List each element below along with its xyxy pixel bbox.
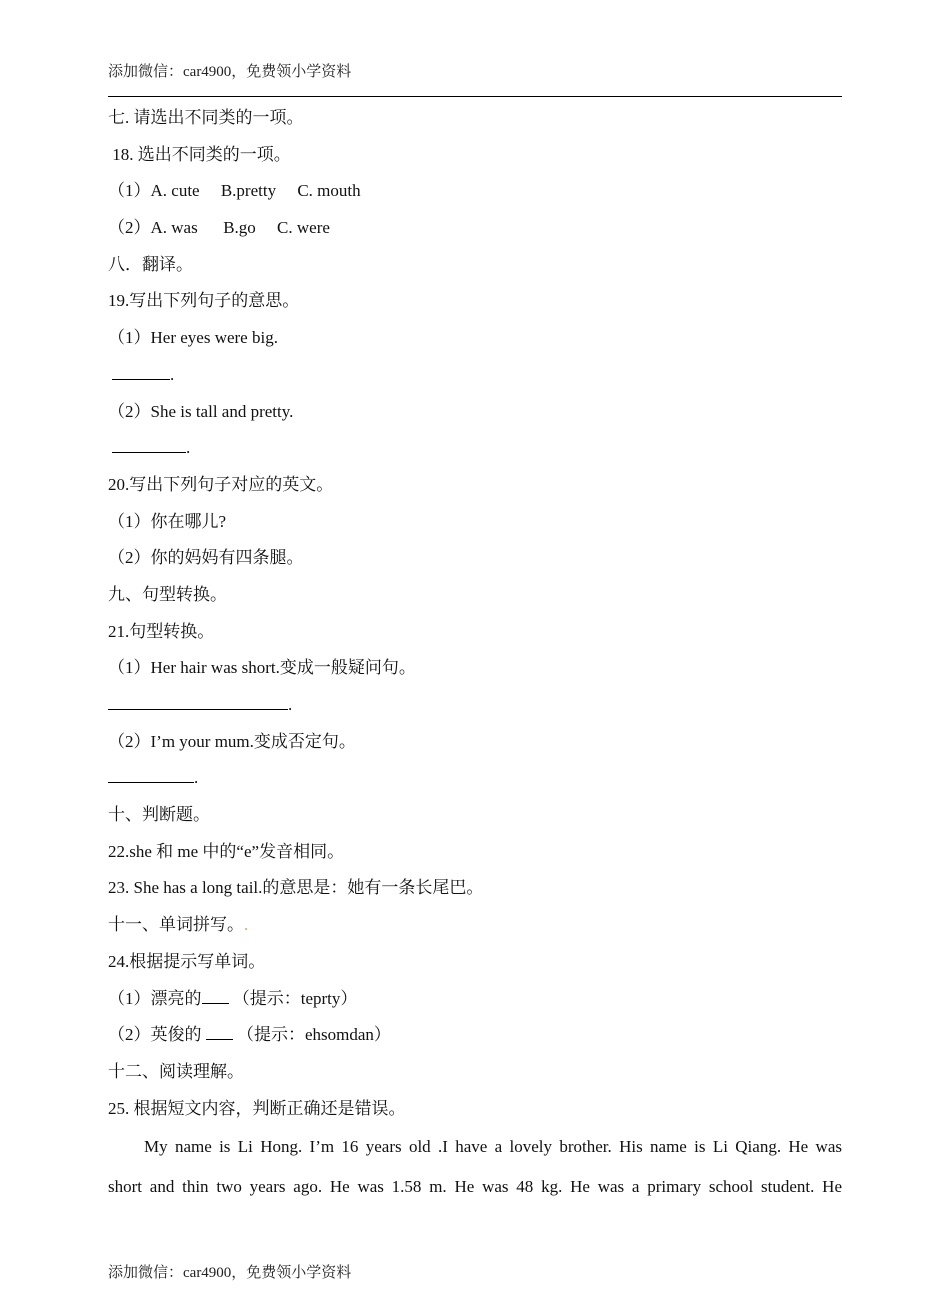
question-22: 22.she 和 me 中的“e”发音相同。 [108,841,345,861]
section-7-title: 七. 请选出不同类的一项。 [108,108,304,127]
question-24-2-label: （2）英俊的 [108,1025,206,1045]
question-24-1-label: （1）漂亮的 [108,988,202,1008]
question-24-1-hint: （提示：teprty） [228,988,358,1008]
question-18-1: （1）A. cute B.pretty C. mouth [108,181,361,201]
section-9-title: 九、句型转换。 [108,584,227,604]
question-23: 23. She has a long tail.的意思是：她有一条长尾巴。 [108,878,484,898]
question-24-1[interactable] [108,981,842,1018]
answer-blank[interactable] [108,762,194,783]
answer-period: . [194,768,199,788]
question-19: 19.写出下列句子的意思。 [108,291,300,311]
question-20-2: （2）你的妈妈有四条腿。 [108,548,304,568]
answer-blank[interactable] [112,432,186,453]
question-24-2-hint: （提示：ehsomdan） [232,1025,391,1045]
answer-line-19-2[interactable] [108,430,842,467]
answer-period: . [288,695,293,714]
document-body [108,100,842,1207]
section-11-label: 十一、单词拼写。 [108,915,244,935]
page-header: 添加微信：car4900，免费领小学资料 [108,64,352,80]
section-11-title [108,907,842,944]
answer-line-21-2[interactable] [108,760,842,797]
answer-blank[interactable] [206,1019,233,1040]
reading-passage [108,1127,842,1207]
question-21-1: （1）Her hair was short.变成一般疑问句。 [108,658,416,678]
answer-blank[interactable] [108,689,288,710]
page-footer: 添加微信：car4900，免费领小学资料 [108,1265,352,1281]
passage-line-2: short and thin two years ago. He was 1.58 m. He was 48 kg. He was a primary school student. He [108,1177,842,1197]
answer-blank[interactable] [112,359,170,380]
question-20-1: （1）你在哪儿? [108,511,227,531]
question-24: 24.根据提示写单词。 [108,951,266,971]
stray-mark: . [244,915,249,935]
question-21: 21.句型转换。 [108,621,215,641]
question-21-2: （2）I’m your mum.变成否定句。 [108,731,356,751]
question-20: 20.写出下列句子对应的英文。 [108,474,334,494]
answer-line-19-1[interactable] [108,357,842,394]
section-8-title: 八．翻译。 [108,254,193,274]
question-18: 18. 选出不同类的一项。 [108,144,291,164]
answer-period: . [186,438,191,458]
section-12-title: 十二、阅读理解。 [108,1061,244,1081]
passage-line-1: My name is Li Hong. I’m 16 years old .I have a lovely brother. His name is Li Qiang. He was [144,1137,842,1157]
answer-blank[interactable] [202,983,229,1004]
question-24-2[interactable] [108,1017,842,1054]
question-18-2: （2）A. was B.go C. were [108,218,330,238]
question-19-1: （1）Her eyes were big. [108,328,278,348]
answer-line-21-1[interactable] [108,687,842,724]
answer-period: . [170,364,175,384]
header-divider [108,96,842,97]
question-25: 25. 根据短文内容，判断正确还是错误。 [108,1098,406,1118]
question-19-2: （2）She is tall and pretty. [108,401,294,421]
section-10-title: 十、判断题。 [108,805,210,825]
